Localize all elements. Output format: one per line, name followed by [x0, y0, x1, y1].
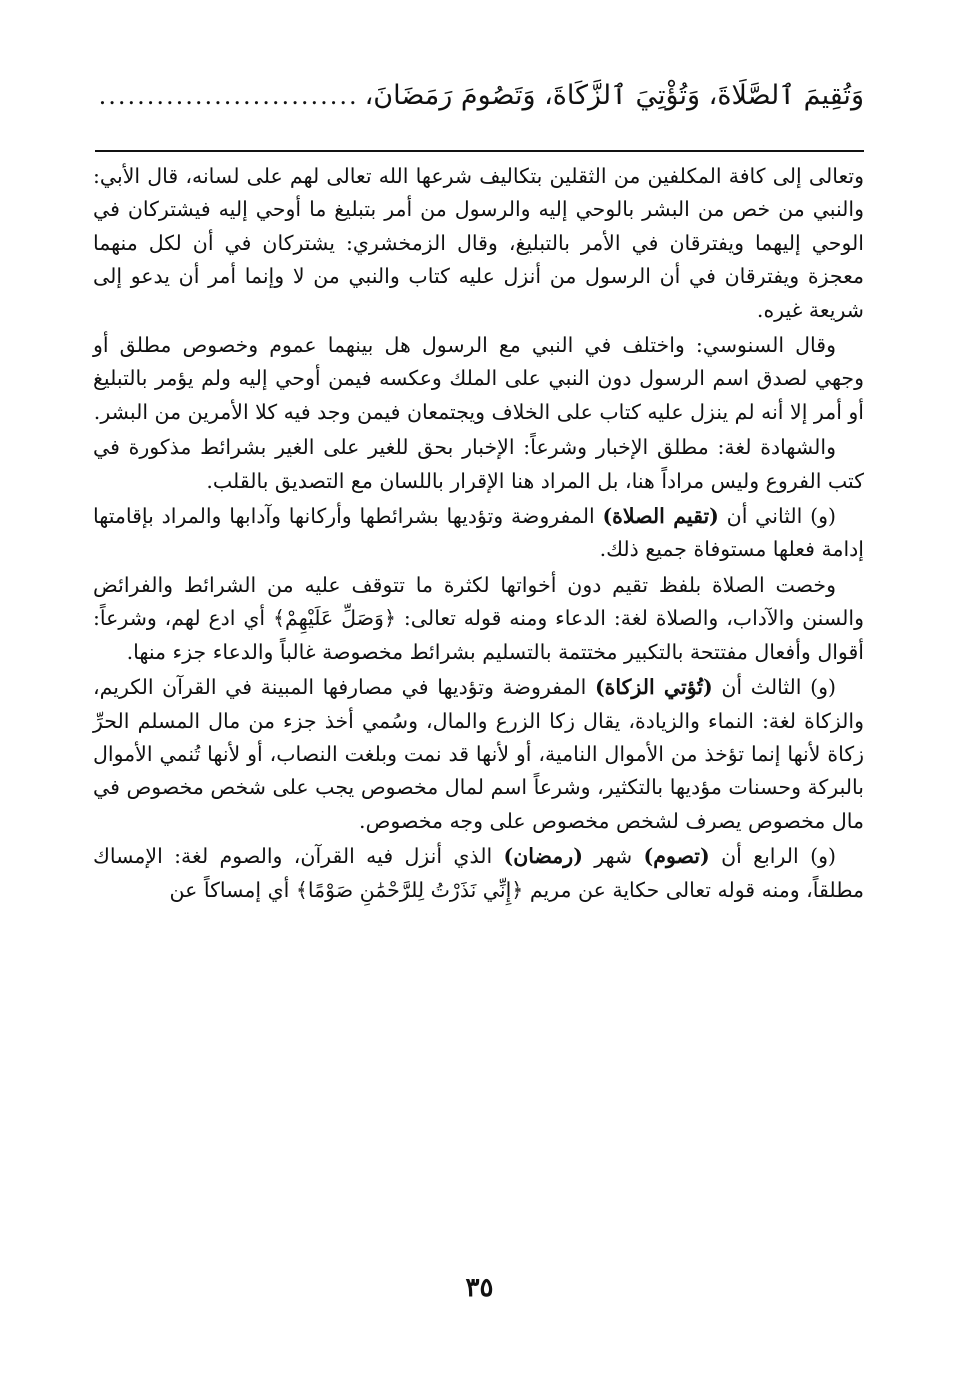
header-leader-dots: ........................... — [98, 82, 359, 110]
bold-term: (رمضان) — [503, 844, 583, 869]
paragraph-text: وقال السنوسي: واختلف في النبي مع الرسول هل بينهما عموم وخصوص مطلق أو وجهي لصدق اسم الرسول دون النبي على الملك وعكسه فيمن أوحي إليه ولم يؤمر بالتبليغ أو أمر إلا أنه لم ينزل عليه كتاب على الخلاف ويجتمعان فيمن وجد فيه كلا الأمرين من البشر. — [93, 333, 864, 424]
page-number: ٣٥ — [465, 1273, 494, 1303]
paragraph-text: (و) الرابع أن — [709, 844, 836, 869]
paragraph-text: الذي أنزل فيه القرآن، والصوم لغة: الإمساك مطلقاً، ومنه قوله تعالى حكاية عن مريم ﴿إِنِّي نَذَرْتُ لِلرَّحْمَٰنِ صَوْمًا﴾ أي إمساكاً عن — [93, 844, 864, 902]
bold-term: (تُؤتي الزكاة) — [594, 675, 713, 700]
paragraph-text: (و) الثاني أن — [718, 504, 836, 529]
header-verse: وَتُقِيمَ ٱلصَّلَاةَ، وَتُؤْتِيَ ٱلزَّكَاةَ، وَتَصُومَ رَمَضَانَ، — [364, 80, 864, 111]
paragraph — [93, 500, 864, 567]
paragraph — [93, 329, 864, 429]
header-divider — [95, 150, 864, 152]
paragraph — [93, 431, 864, 498]
paragraph-text: وخصت الصلاة بلفظ تقيم دون أخواتها لكثرة ما تتوقف عليه من الشرائط والفرائض والسنن والآداب، والصلاة لغة: الدعاء ومنه قوله تعالى: ﴿وَصَلِّ عَلَيْهِمْ﴾ أي ادع لهم، وشرعاً: أقوال وأفعال مفتتحة بالتكبير مختتمة بالتسليم بشرائط مخصوصة غالباً والدعاء جزء منها. — [93, 572, 864, 664]
paragraph-text: والشهادة لغة: مطلق الإخبار وشرعاً: الإخبار بحق للغير على الغير بشرائط مذكورة في كتب الفروع وليس مراداً هنا، بل المراد هنا الإقرار باللسان مع التصديق بالقلب. — [93, 435, 864, 493]
paragraph-text: المفروضة وتؤديها بشرائطها وأركانها وآدابها والمراد بإقامتها إدامة فعلها مستوفاة جميع ذلك. — [93, 504, 864, 562]
body-text — [93, 160, 864, 909]
paragraph-text: شهر — [582, 844, 644, 869]
bold-term: (تقيم الصلاة) — [602, 504, 719, 529]
running-header — [92, 66, 864, 126]
paragraph — [93, 160, 864, 327]
paragraph-text: المفروضة وتؤديها في مصارفها المبينة في القرآن الكريم، والزكاة لغة: النماء والزيادة، يقال زكا الزرع والمال، وسُمي أخذ جزء من مال المسلم الحرِّ زكاة لأنها إنما تؤخذ من الأموال النامية، أو لأنها قد نمت وبلغت النصاب، أو لأنها تُنمي الأموال بالبركة وحسنات مؤديها بالتكثير، وشرعاً اسم لمال مخصوص يجب على شخص مخصوص في مال مخصوص يصرف لشخص مخصوص على وجه مخصوص. — [93, 675, 864, 833]
paragraph — [93, 671, 864, 838]
paragraph — [93, 569, 864, 669]
paragraph-text: (و) الثالث أن — [712, 675, 837, 700]
bold-term: (تصوم) — [643, 844, 710, 869]
paragraph — [93, 840, 864, 907]
paragraph-text: وتعالى إلى كافة المكلفين من الثقلين بتكاليف شرعها الله تعالى لهم على لسانه، قال الأبي: والنبي من خص من البشر بالوحي إليه والرسول من أمر بتبليغ ما أوحي إليه فيشتركان في الوحي إليهما ويفترقان في الأمر بالتبليغ، وقال الزمخشري: يشتركان في أن لكل منهما معجزة ويفترقان في أن الرسول من أنزل عليه كتاب والنبي من لا وإنما أمر أن يدعو إلى شريعة غيره. — [93, 164, 864, 322]
